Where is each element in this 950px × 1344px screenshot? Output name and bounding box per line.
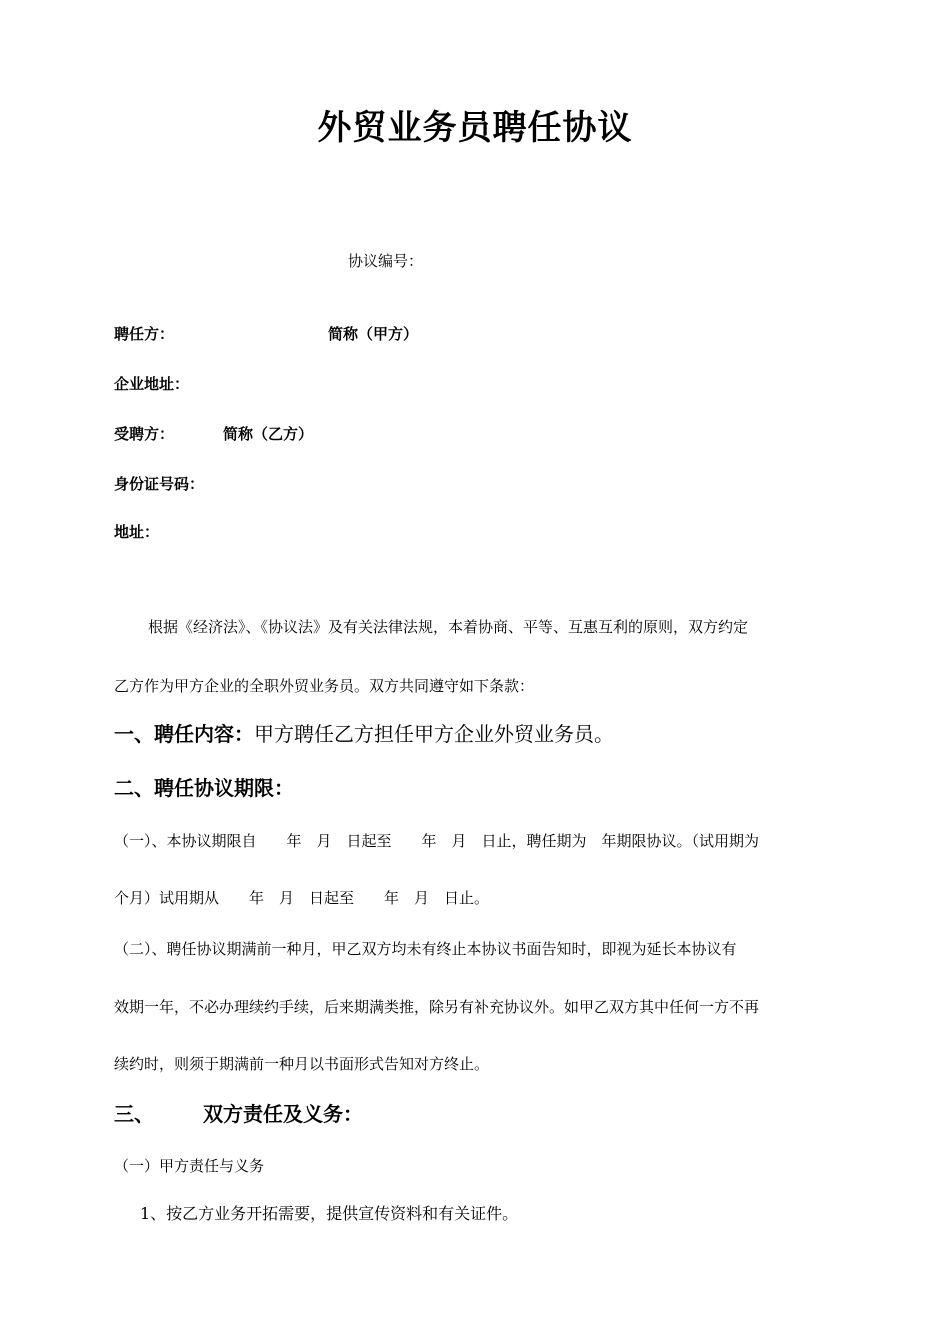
id-number-label: 身份证号码：	[114, 475, 205, 493]
section-2-p2-line-3: 续约时，则须于期满前一种月以书面形式告知对方终止。	[114, 1055, 490, 1073]
employee-short-name: 简称（乙方）	[223, 425, 314, 443]
section-2-p2-line-1: （二）、聘任协议期满前一种月，甲乙双方均未有终止本协议书面告知时，即视为延长本协议有	[114, 940, 737, 958]
section-2-p1-line-1: （一）、本协议期限自 年 月 日起至 年 月 日止，聘任期为 年期限协议。（试用期为	[114, 832, 760, 850]
section-1-text: 甲方聘任乙方担任甲方企业外贸业务员。	[254, 722, 614, 746]
section-3-heading: 双方责任及义务：	[203, 1102, 363, 1126]
section-3-sub-1: （一）甲方责任与义务	[114, 1157, 265, 1175]
address-label: 地址：	[114, 523, 160, 541]
section-3-number: 三、	[114, 1102, 154, 1126]
section-1-heading: 一、聘任内容：	[114, 722, 254, 746]
section-1	[114, 718, 614, 747]
section-2-heading: 二、聘任协议期限：	[114, 776, 294, 800]
section-3-item-1: 1、按乙方业务开拓需要，提供宣传资料和有关证件。	[140, 1204, 519, 1223]
company-address-label: 企业地址：	[114, 375, 190, 393]
intro-line-1: 根据《经济法》、《协议法》及有关法律法规，本着协商、平等、互惠互利的原则，双方约定	[148, 618, 749, 636]
section-2-p1-line-2: 个月）试用期从 年 月 日起至 年 月 日止。	[114, 889, 490, 907]
employer-short-name: 简称（甲方）	[328, 325, 419, 343]
agreement-number-label: 协议编号：	[348, 252, 424, 270]
document-title: 外贸业务员聘任协议	[317, 108, 633, 148]
employer-label: 聘任方：	[114, 325, 175, 343]
section-2-p2-line-2: 效期一年，不必办理续约手续，后来期满类推，除另有补充协议外。如甲乙双方其中任何一方不再	[114, 998, 760, 1016]
intro-line-2: 乙方作为甲方企业的全职外贸业务员。双方共同遵守如下条款：	[114, 677, 535, 695]
employee-label: 受聘方：	[114, 425, 175, 443]
